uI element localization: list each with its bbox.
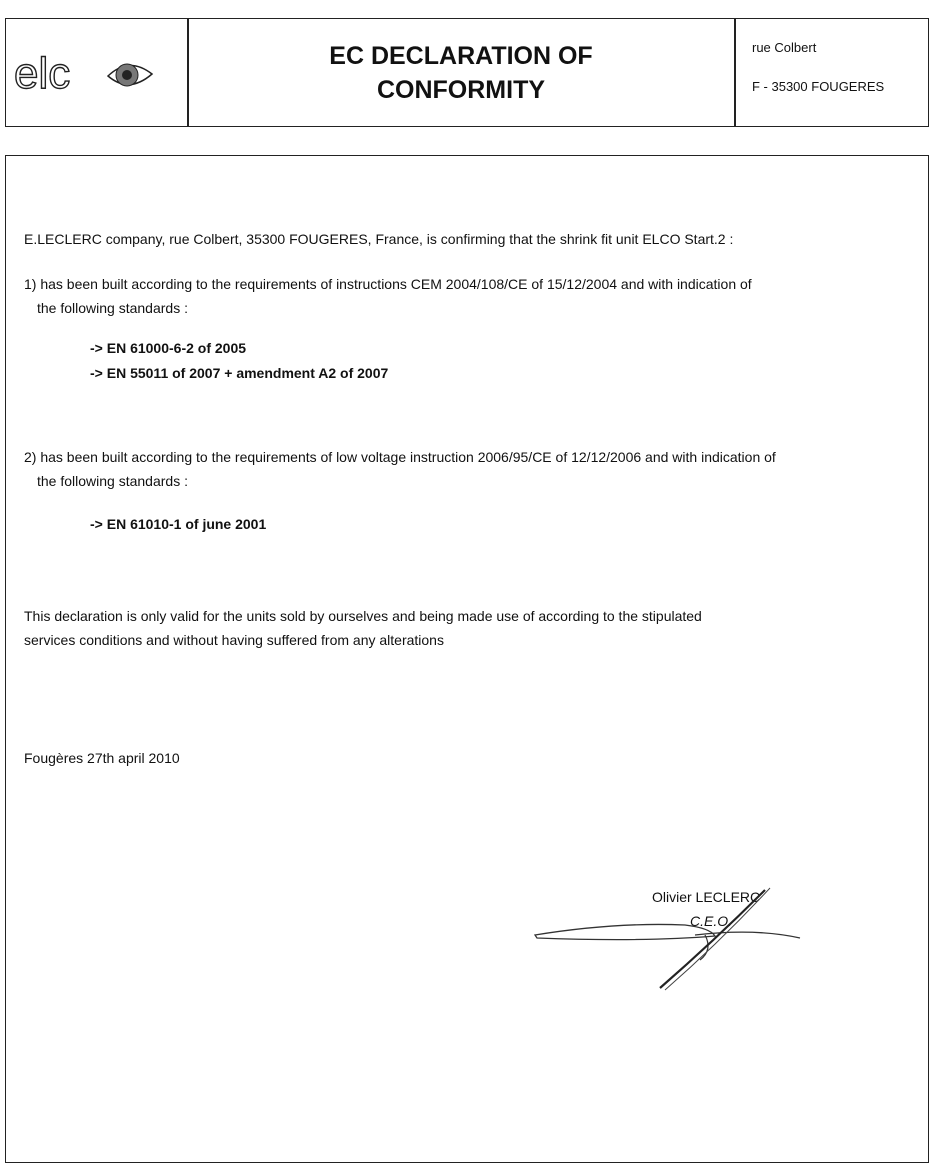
address-city: F - 35300 FOUGERES <box>752 79 885 94</box>
signatory-title: C.E.O. <box>690 913 733 929</box>
header-divider <box>187 18 189 127</box>
address-street: rue Colbert <box>752 40 817 55</box>
title-line1: EC DECLARATION OF <box>329 42 593 70</box>
standard-item: -> EN 55011 of 2007 + amendment A2 of 2007 <box>90 365 389 381</box>
title-line2: CONFORMITY <box>376 76 546 104</box>
signatory-name: Olivier LECLERC <box>652 889 761 905</box>
standard-item: -> EN 61010-1 of june 2001 <box>90 516 267 532</box>
item2-line1: 2) has been built according to the requirements of low voltage instruction 2006/95/CE of 12/12/2006 and with indication of <box>24 449 776 465</box>
item2-line2: the following standards : <box>37 473 188 489</box>
item1-line1: 1) has been built according to the requirements of instructions CEM 2004/108/CE of 15/12/2004 and with indication of <box>24 276 752 292</box>
place-date: Fougères 27th april 2010 <box>24 750 180 766</box>
standard-item: -> EN 61000-6-2 of 2005 <box>90 340 247 356</box>
elco-logo <box>14 42 164 102</box>
validity-line2: services conditions and without having suffered from any alterations <box>24 632 444 648</box>
item1-line2: the following standards : <box>37 300 188 316</box>
header-divider <box>734 18 736 127</box>
svg-text:elc: elc <box>14 49 71 98</box>
handwritten-signature <box>525 880 815 1000</box>
validity-line1: This declaration is only valid for the units sold by ourselves and being made use of according to the stipulated <box>24 608 702 624</box>
intro-text: E.LECLERC company, rue Colbert, 35300 FOUGERES, France, is confirming that the shrink fit unit ELCO Start.2 : <box>24 231 734 247</box>
